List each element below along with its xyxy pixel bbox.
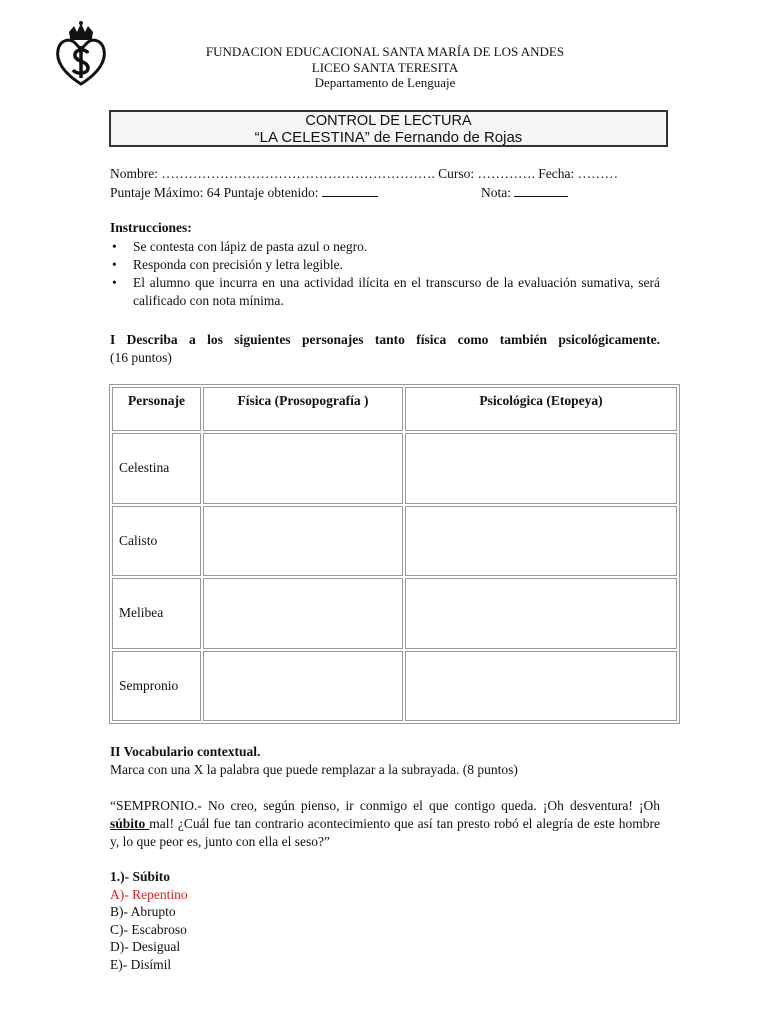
institution-name: FUNDACION EDUCACIONAL SANTA MARÍA DE LOS ANDES (205, 44, 565, 59)
school-header (110, 44, 660, 91)
exam-title: CONTROL DE LECTURA (305, 113, 472, 129)
character-name: Sempronio (112, 651, 201, 722)
instructions-list (110, 238, 660, 310)
column-header-psychological: Psicológica (Etopeya) (405, 387, 677, 431)
section2-instruction: Marca con una X la palabra que puede remplazar a la subrayada. (8 puntos) (110, 762, 518, 777)
table-row (112, 651, 677, 722)
exam-title-box (109, 110, 668, 147)
column-header-character: Personaje (112, 387, 201, 431)
option-c[interactable]: C)- Escabroso (110, 921, 187, 937)
option-b[interactable]: B)- Abrupto (110, 904, 176, 919)
table-row (112, 433, 677, 504)
exam-subtitle: “LA CELESTINA” de Fernando de Rojas (254, 128, 523, 146)
section1-heading: I Describa a los siguientes personajes tanto física como también psicológicamente. (110, 332, 660, 347)
question-1 (110, 868, 188, 973)
characters-table (109, 384, 680, 724)
psychological-answer-cell[interactable] (405, 433, 677, 504)
table-header-row (112, 387, 677, 431)
school-crest-logo (52, 20, 110, 90)
section1-prompt (110, 331, 660, 367)
grade-line (481, 185, 568, 201)
school-name: LICEO SANTA TERESITA (311, 59, 459, 75)
physical-answer-cell[interactable] (203, 433, 403, 504)
character-name: Calisto (112, 506, 201, 577)
student-name-line: Nombre: ……………………………………………………. Curso: …………. Fecha: ……… (110, 166, 619, 181)
section2-prompt (110, 743, 660, 779)
psychological-answer-cell[interactable] (405, 506, 677, 577)
character-name: Melibea (112, 578, 201, 649)
question-label: 1.)- Súbito (110, 869, 171, 884)
quote-paragraph (110, 797, 660, 851)
quote-text-before: “SEMPRONIO.- No creo, según pienso, ir conmigo el que contigo queda. ¡Oh desventura! ¡Oh (110, 798, 660, 813)
score-line (110, 185, 378, 201)
score-obtained-field[interactable] (322, 185, 378, 197)
instructions-heading: Instrucciones: (110, 220, 192, 235)
option-d[interactable]: D)- Desigual (110, 939, 181, 954)
instruction-item: • Responda con precisión y letra legible. (110, 256, 660, 274)
column-header-physical: Física (Prosopografía ) (203, 387, 403, 431)
character-name: Celestina (112, 433, 201, 504)
quote-underlined-word: súbito (110, 816, 150, 831)
psychological-answer-cell[interactable] (405, 651, 677, 722)
psychological-answer-cell[interactable] (405, 578, 677, 649)
instruction-item: • Se contesta con lápiz de pasta azul o negro. (110, 238, 660, 256)
section2-heading: II Vocabulario contextual. (110, 744, 261, 759)
grade-label: Nota: (481, 185, 511, 200)
instruction-item: • El alumno que incurra en una actividad ilícita en el transcurso de la evaluación sumativa, será calificado con nota mínima. (110, 274, 660, 310)
department-name: Departamento de Lenguaje (314, 75, 456, 90)
section1-points: (16 puntos) (110, 350, 172, 365)
physical-answer-cell[interactable] (203, 506, 403, 577)
max-score-label: Puntaje Máximo: 64 Puntaje obtenido: (110, 185, 319, 200)
grade-field[interactable] (514, 185, 568, 197)
table-row (112, 506, 677, 577)
option-a[interactable]: A)- Repentino (110, 886, 188, 902)
quote-text-after: mal! ¿Cuál fue tan contrario acontecimiento que así tan presto robó el alegría de este hombre y, lo que peor es, junto con ella el seso?” (110, 816, 660, 849)
table-row (112, 578, 677, 649)
physical-answer-cell[interactable] (203, 651, 403, 722)
physical-answer-cell[interactable] (203, 578, 403, 649)
option-e[interactable]: E)- Disímil (110, 956, 172, 972)
